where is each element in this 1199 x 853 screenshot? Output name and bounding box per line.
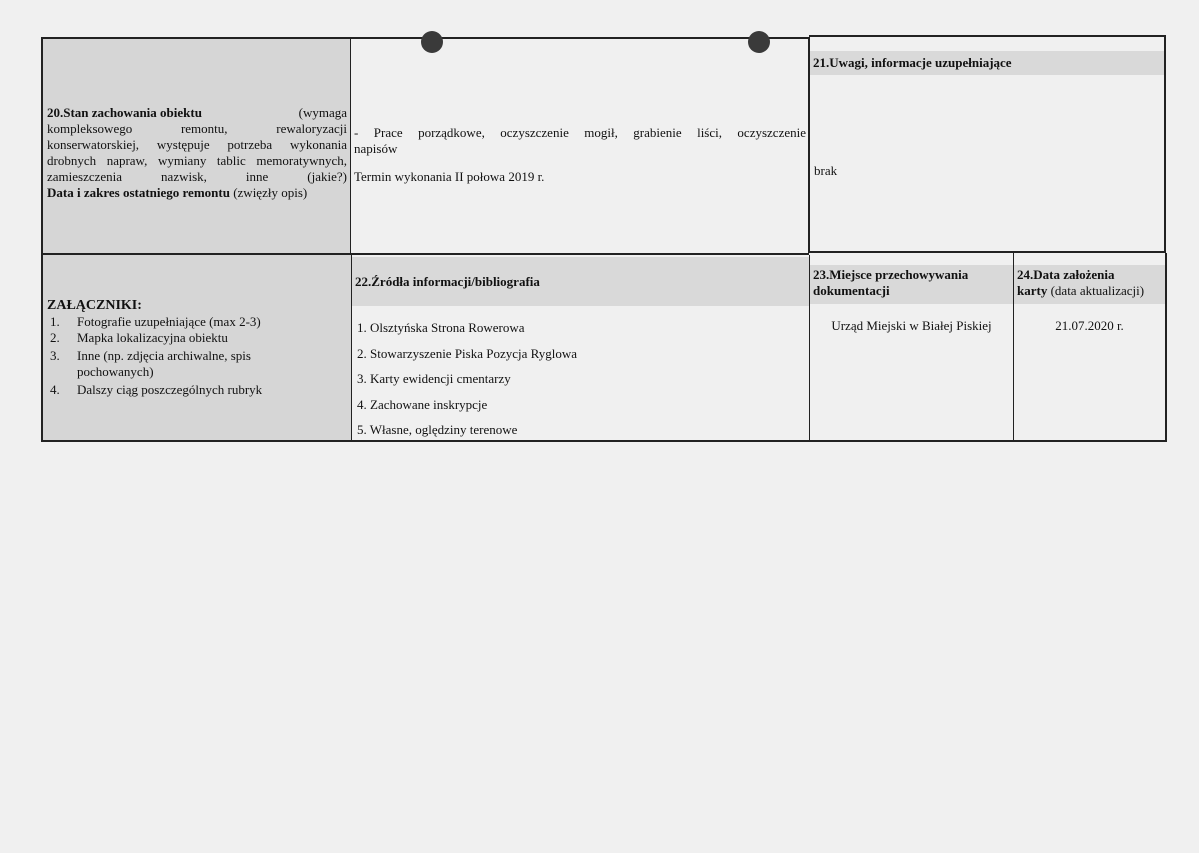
section-20-last-repair-rest: (zwięzły opis) <box>233 185 308 200</box>
section-21-title: 21.Uwagi, informacje uzupełniające <box>813 55 1012 70</box>
section-23-title: 23.Miejsce przechowywania dokumentacji <box>813 267 969 298</box>
section-20-title: 20.Stan zachowania obiektu <box>47 105 202 120</box>
source-item: 4. Zachowane inskrypcje <box>357 397 488 412</box>
section-20-last-line <box>47 185 347 201</box>
attachments-title: ZAŁĄCZNIKI: <box>47 298 142 313</box>
section-22-header <box>352 257 809 306</box>
attachment-text: Mapka lokalizacyjna obiektu <box>77 330 228 345</box>
section-24-cell <box>1014 253 1167 442</box>
section-22-cell <box>352 255 810 442</box>
section-24-title-line2 <box>1017 283 1162 299</box>
attachment-item <box>47 382 337 398</box>
section-20-desc-line: drobnych napraw, wymiany tablic memoratywnych, <box>47 153 347 168</box>
attachment-text: Dalszy ciąg poszczególnych rubryk <box>77 382 263 397</box>
attachment-number: 4. <box>50 382 60 397</box>
section-24-title-karty: karty <box>1017 283 1048 298</box>
source-item: 5. Własne, oględziny terenowe <box>357 422 518 437</box>
section-23-header <box>810 265 1013 304</box>
attachment-text: Fotografie uzupełniające (max 2-3) <box>77 314 261 329</box>
section-20-label-cell <box>41 37 351 255</box>
attachment-number: 2. <box>50 330 60 345</box>
section-24-header <box>1014 265 1165 304</box>
section-21-value: brak <box>814 163 838 178</box>
attachment-item <box>47 348 277 380</box>
source-item: 3. Karty ewidencji cmentarzy <box>357 371 511 386</box>
section-24-title: 24.Data założenia <box>1017 267 1115 282</box>
attachment-text: Inne (np. zdjęcia archiwalne, spis pochowanych) <box>77 348 251 379</box>
section-20-desc-line: zamieszczenia nazwisk, inne (jakie?) <box>47 169 347 184</box>
attachments-list <box>47 314 337 398</box>
section-24-title-rest: (data aktualizacji) <box>1050 283 1145 298</box>
source-item: 1. Olsztyńska Strona Rowerowa <box>357 320 525 335</box>
section-20-desc-line: konserwatorskiej, występuje potrzeba wykonania <box>47 137 347 152</box>
source-item: 2. Stowarzyszenie Piska Pozycja Ryglowa <box>357 346 578 361</box>
section-20-title-rest: (wymaga <box>298 105 347 120</box>
section-23-value: Urząd Miejski w Białej Piskiej <box>831 318 992 333</box>
section-23-cell <box>810 253 1014 442</box>
punch-hole-left <box>421 31 443 53</box>
section-20-content-cell <box>351 37 809 255</box>
attachment-number: 3. <box>50 348 60 363</box>
section-22-title: 22.Źródła informacji/bibliografia <box>355 274 540 289</box>
section-21-cell <box>809 35 1166 253</box>
section-20-desc-line: kompleksowego remontu, rewaloryzacji <box>47 121 347 136</box>
section-24-value: 21.07.2020 r. <box>1055 318 1124 333</box>
section-20-deadline: Termin wykonania II połowa 2019 r. <box>354 169 545 184</box>
attachments-cell <box>41 255 352 442</box>
attachment-item <box>47 314 337 330</box>
section-20-content-line: napisów <box>354 141 398 156</box>
punch-hole-right <box>748 31 770 53</box>
section-21-header <box>810 51 1164 75</box>
section-20-title-line <box>47 105 347 121</box>
attachment-item <box>47 330 337 346</box>
attachment-number: 1. <box>50 314 60 329</box>
section-20-last-repair-label: Data i zakres ostatniego remontu <box>47 185 230 200</box>
section-20-content-line: - Prace porządkowe, oczyszczenie mogił, grabienie liści, oczyszczenie <box>354 125 806 140</box>
